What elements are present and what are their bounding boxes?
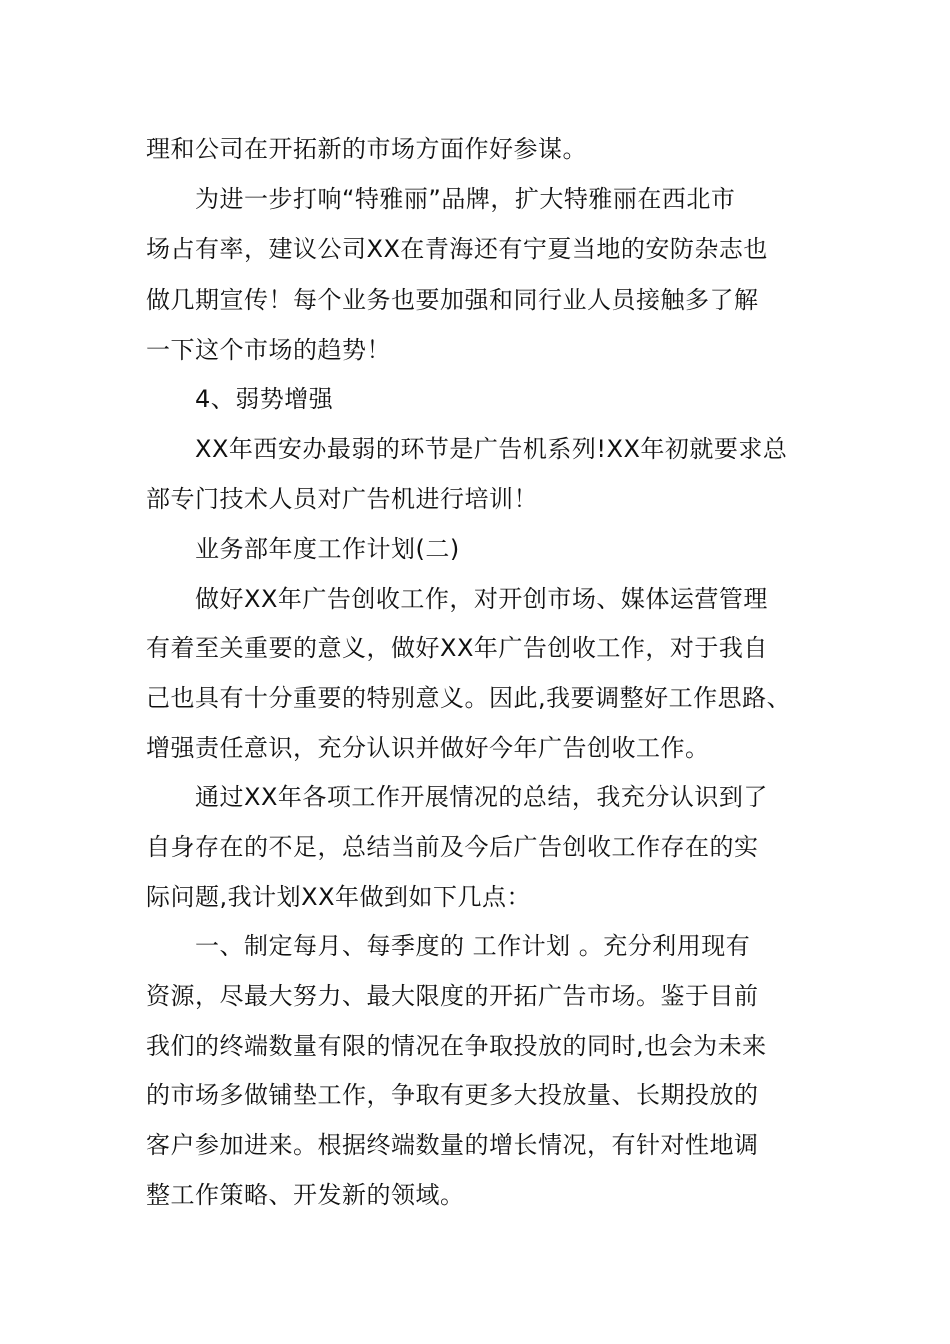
paragraph-line: 通过XX年各项工作开展情况的总结，我充分认识到了 [195,783,768,811]
document-title: 业务部年度工作计划(二) [195,535,460,563]
paragraph-line: 部专门技术人员对广告机进行培训！ [146,485,538,513]
paragraph-line: 做好XX年广告创收工作，对开创市场、媒体运营管理 [195,585,768,613]
paragraph-line: 一下这个市场的趋势！ [146,336,391,364]
paragraph-line: 增强责任意识，充分认识并做好今年广告创收工作。 [146,734,710,762]
paragraph-line: 自身存在的不足，总结当前及今后广告创收工作存在的实 [146,833,759,861]
paragraph-line: XX年西安办最弱的环节是广告机系列!XX年初就要求总 [195,435,788,463]
paragraph-line: 有着至关重要的意义，做好XX年广告创收工作，对于我自 [146,634,768,662]
paragraph-line: 整工作策略、开发新的领域。 [146,1181,465,1209]
paragraph-line: 为进一步打响“特雅丽”品牌，扩大特雅丽在西北市 [195,185,736,213]
paragraph-line: 场占有率，建议公司XX在青海还有宁夏当地的安防杂志也 [146,235,768,263]
list-item-heading: 一、制定每月、每季度的 工作计划 。充分利用现有 [195,932,751,960]
paragraph-line: 做几期宣传！每个业务也要加强和同行业人员接触多了解 [146,286,759,314]
paragraph-line: 理和公司在开拓新的市场方面作好参谋。 [146,135,587,163]
paragraph-line: 己也具有十分重要的特别意义。因此,我要调整好工作思路、 [146,684,792,712]
paragraph-line: 的市场多做铺垫工作，争取有更多大投放量、长期投放的 [146,1081,759,1109]
section-heading: 4、弱势增强 [195,385,334,413]
paragraph-line: 际问题,我计划XX年做到如下几点： [146,883,532,911]
paragraph-line: 客户参加进来。根据终端数量的增长情况，有针对性地调 [146,1131,759,1159]
paragraph-line: 资源，尽最大努力、最大限度的开拓广告市场。鉴于目前 [146,982,759,1010]
paragraph-line: 我们的终端数量有限的情况在争取投放的同时,也会为未来 [146,1032,767,1060]
